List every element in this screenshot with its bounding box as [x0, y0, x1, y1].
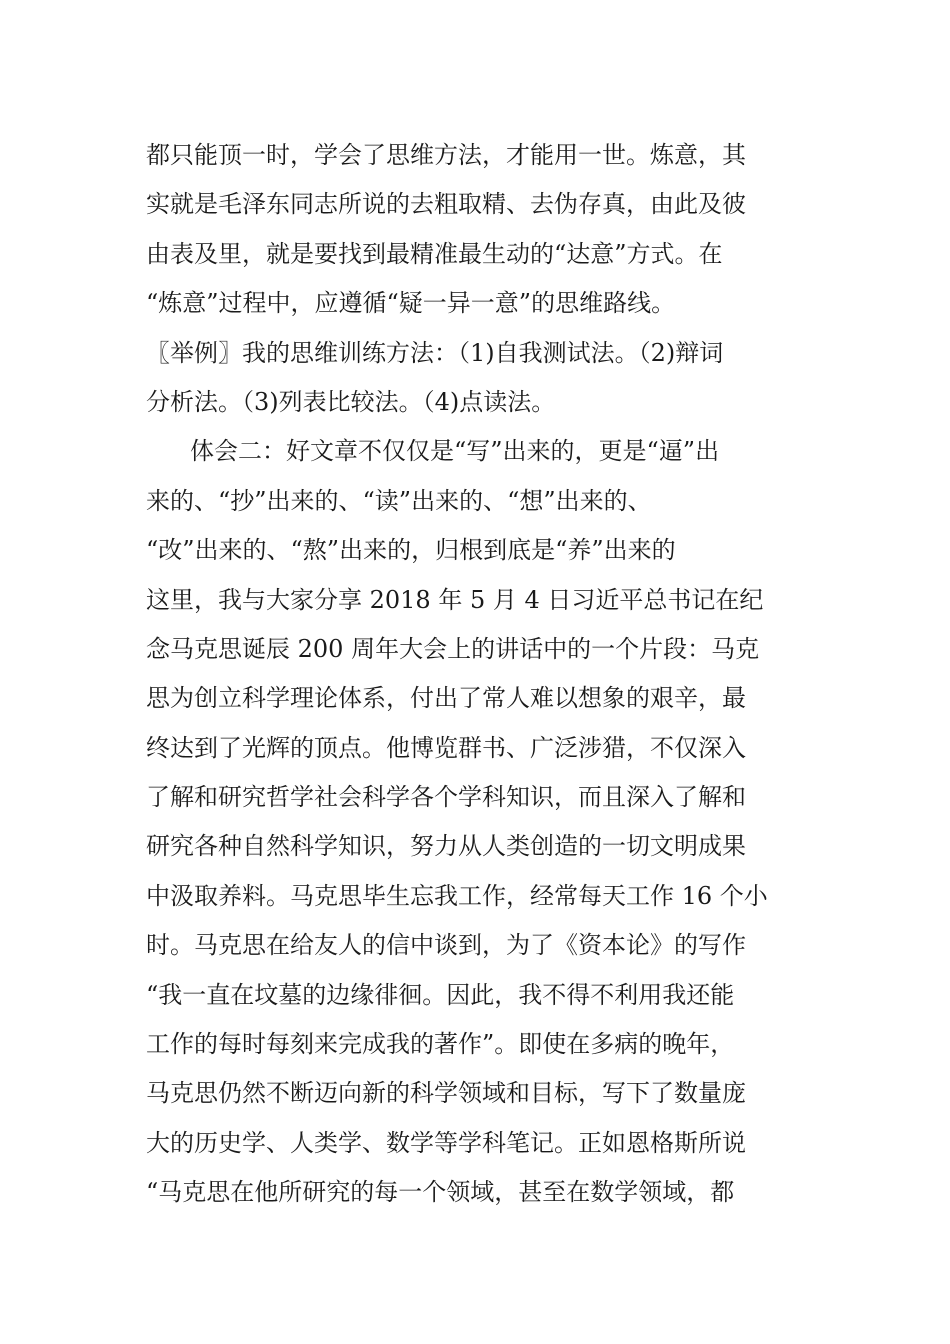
text-line: 来的、“抄”出来的、“读”出来的、“想”出来的、 — [146, 486, 652, 515]
text-line: 〖举例〗我的思维训练方法：（1)自我测试法。（2)辩词 — [146, 338, 724, 367]
paragraph-start-line: 体会二：好文章不仅仅是“写”出来的，更是“逼”出 — [190, 437, 720, 466]
text-line: “改”出来的、“熬”出来的，归根到底是“养”出来的 — [146, 536, 676, 565]
text-line: 终达到了光辉的顶点。他博览群书、广泛涉猎，不仅深入 — [146, 733, 746, 762]
text-line: “我一直在坟墓的边缘徘徊。因此，我不得不利用我还能 — [146, 980, 735, 1009]
text-line: “炼意”过程中，应遵循“疑一异一意”的思维路线。 — [146, 289, 676, 318]
text-line: 思为创立科学理论体系，付出了常人难以想象的艰辛，最 — [146, 684, 746, 713]
text-line: 这里，我与大家分享 2018 年 5 月 4 日习近平总书记在纪 — [146, 585, 764, 614]
body-text — [146, 131, 814, 1218]
text-line: 分析法。（3)列表比较法。（4)点读法。 — [146, 387, 556, 416]
text-line: 马克思仍然不断迈向新的科学领域和目标，写下了数量庞 — [146, 1079, 746, 1108]
text-line: 都只能顶一时，学会了思维方法，才能用一世。炼意，其 — [146, 141, 746, 169]
text-line: 由表及里，就是要找到最精准最生动的“达意”方式。在 — [146, 239, 723, 268]
text-line: 了解和研究哲学社会科学各个学科知识，而且深入了解和 — [146, 783, 746, 812]
text-line: 念马克思诞辰 200 周年大会上的讲话中的一个片段：马克 — [146, 634, 760, 663]
text-line: 研究各种自然科学知识，努力从人类创造的一切文明成果 — [146, 832, 746, 861]
text-line: 时。马克思在给友人的信中谈到，为了《资本论》的写作 — [146, 931, 746, 960]
text-line: 中汲取养料。马克思毕生忘我工作，经常每天工作 16 个小 — [146, 881, 768, 910]
text-line: 实就是毛泽东同志所说的去粗取精、去伪存真，由此及彼 — [146, 190, 746, 219]
text-line: “马克思在他所研究的每一个领域，甚至在数学领域，都 — [146, 1178, 735, 1207]
text-line: 工作的每时每刻来完成我的著作”。即使在多病的晚年， — [146, 1030, 735, 1059]
text-line: 大的历史学、人类学、数学等学科笔记。正如恩格斯所说 — [146, 1128, 746, 1157]
